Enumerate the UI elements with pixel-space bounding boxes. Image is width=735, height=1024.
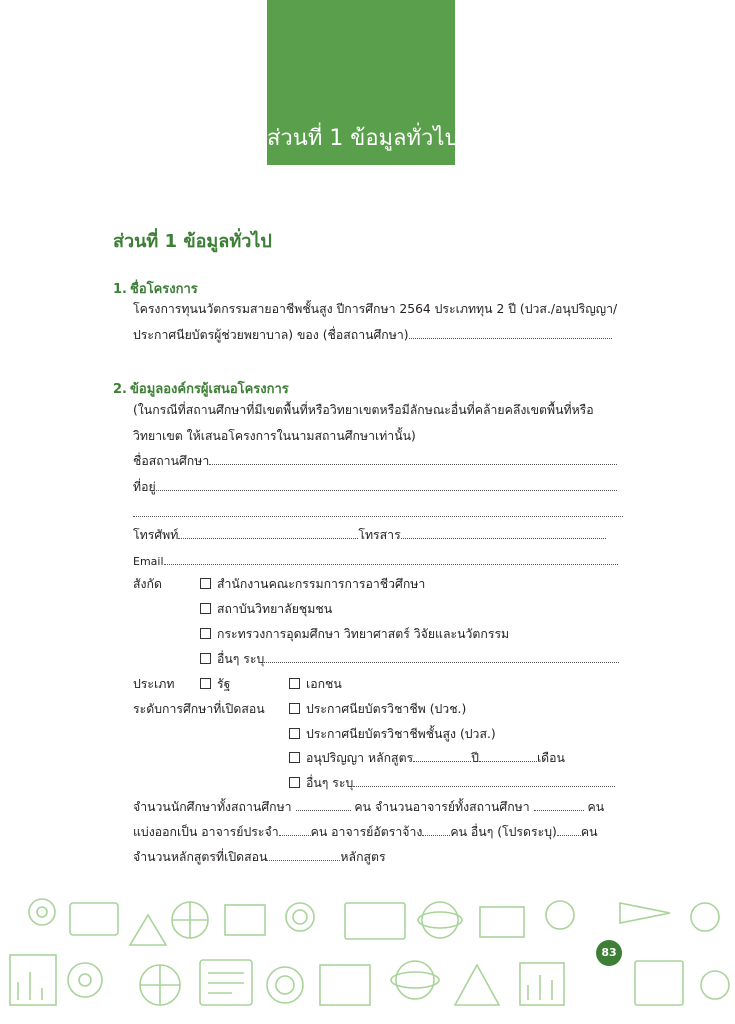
affiliation-option-1[interactable] <box>200 576 425 592</box>
gear-icon <box>691 903 719 931</box>
page-number: 83 <box>596 940 622 966</box>
type-option-private[interactable] <box>289 676 342 692</box>
atom-icon <box>422 902 458 938</box>
lightbulb-icon <box>546 901 574 929</box>
checkbox-icon[interactable] <box>200 578 211 589</box>
checkbox-icon[interactable] <box>289 728 300 739</box>
target-icon <box>286 903 314 931</box>
affiliation-option-4[interactable] <box>200 651 619 667</box>
level-option-4-label: อื่นๆ ระบุ <box>306 776 354 790</box>
phone-fax-row <box>133 527 606 543</box>
checkbox-icon[interactable] <box>289 752 300 763</box>
fax-field[interactable] <box>401 527 606 539</box>
teachers-label: จำนวนอาจารย์ทั้งสถานศึกษา <box>374 800 530 814</box>
item2-note2: วิทยาเขต ให้เสนอโครงการในนามสถานศึกษาเท่านั้น) <box>133 429 416 443</box>
email-label: Email <box>133 555 164 568</box>
item1-number: 1. <box>113 282 127 297</box>
level-option-1-label: ประกาศนียบัตรวิชาชีพ (ปวช.) <box>306 702 467 716</box>
item1-heading <box>113 278 198 299</box>
gear-icon <box>701 971 729 999</box>
level-option-3-label: อนุปริญญา หลักสูตร <box>306 751 414 765</box>
phone-field[interactable] <box>178 527 358 539</box>
header-tab-title: ส่วนที่ 1 ข้อมูลทั่วไป <box>267 126 459 151</box>
checkbox-icon[interactable] <box>289 777 300 788</box>
chart-icon <box>480 907 524 937</box>
students-teachers-row <box>133 799 604 815</box>
telescope-icon <box>620 903 670 923</box>
briefcase-icon <box>345 903 405 939</box>
level-option-2-label: ประกาศนียบัตรวิชาชีพชั้นสูง (ปวส.) <box>306 727 496 741</box>
document-icon <box>635 961 683 1005</box>
school-name-row <box>133 453 617 469</box>
gear-icon <box>29 899 55 925</box>
year-unit: ปี <box>471 751 479 765</box>
item1-line2-row <box>133 327 612 343</box>
affiliation-option-3-label: กระทรวงการอุดมศึกษา วิทยาศาสตร์ วิจัยและนวัตกรรม <box>217 627 510 641</box>
school-name-field[interactable] <box>209 453 617 465</box>
type-option-public-label: รัฐ <box>217 677 231 691</box>
address-row <box>133 479 617 495</box>
course-years-field[interactable] <box>413 750 471 762</box>
triangle-icon <box>455 965 499 1005</box>
address-field-line2[interactable] <box>133 516 623 517</box>
item1-line2: ประกาศนียบัตรผู้ช่วยพยาบาล) ของ (ชื่อสถานศึกษา) <box>133 328 409 342</box>
courses-row <box>133 849 386 865</box>
contract-teachers-label: คน อาจารย์อัตราจ้าง <box>310 825 423 839</box>
monitor-icon <box>70 903 118 935</box>
affiliation-option-1-label: สำนักงานคณะกรรมการการอาชีวศึกษา <box>217 577 426 591</box>
header-tab <box>267 0 459 165</box>
affiliation-option-2[interactable] <box>200 601 332 617</box>
students-label: จำนวนนักศึกษาทั้งสถานศึกษา <box>133 800 292 814</box>
permanent-teachers-label: แบ่งออกเป็น อาจารย์ประจำ <box>133 825 279 839</box>
chart-icon <box>10 955 56 1005</box>
teachers-unit: คน <box>587 800 605 814</box>
other-teachers-unit: คน <box>580 825 598 839</box>
fax-label: โทรสาร <box>358 528 401 542</box>
contract-teachers-field[interactable] <box>422 824 450 836</box>
item2-number: 2. <box>113 382 127 397</box>
item1-heading-text: ชื่อโครงการ <box>130 282 198 297</box>
section-title: ส่วนที่ 1 ข้อมูลทั่วไป <box>113 231 272 252</box>
checkbox-icon[interactable] <box>200 678 211 689</box>
level-label: ระดับการศึกษาที่เปิดสอน <box>133 702 265 716</box>
level-option-4[interactable] <box>289 775 615 791</box>
atom-icon <box>396 961 434 999</box>
target-icon <box>267 967 303 1003</box>
affiliation-label: สังกัด <box>133 577 162 591</box>
other-teachers-label: คน อื่นๆ (โปรดระบุ) <box>450 825 557 839</box>
item2-heading <box>113 378 289 399</box>
courses-label: จำนวนหลักสูตรที่เปิดสอน <box>133 850 268 864</box>
level-option-2[interactable] <box>289 726 496 742</box>
monitor-icon <box>320 965 370 1005</box>
type-option-public[interactable] <box>200 676 230 692</box>
affiliation-option-4-label: อื่นๆ ระบุ <box>217 652 265 666</box>
course-unit: หลักสูตร <box>340 850 386 864</box>
chart-icon <box>520 963 564 1005</box>
address-label: ที่อยู่ <box>133 480 156 494</box>
students-unit: คน <box>354 800 372 814</box>
footer-icon-pattern <box>0 885 735 1024</box>
document-icon <box>225 905 265 935</box>
month-unit: เดือน <box>536 751 565 765</box>
school-name-blank[interactable] <box>409 327 612 339</box>
permanent-teachers-field[interactable] <box>279 824 311 836</box>
other-teachers-field[interactable] <box>557 824 581 836</box>
email-row <box>133 553 618 570</box>
item1-line1: โครงการทุนนวัตกรรมสายอาชีพชั้นสูง ปีการศึกษา 2564 ประเภททุน 2 ปี (ปวส./อนุปริญญา/ <box>133 302 618 316</box>
courses-field[interactable] <box>267 849 340 861</box>
type-label: ประเภท <box>133 677 175 691</box>
type-option-private-label: เอกชน <box>306 677 342 691</box>
email-field[interactable] <box>164 553 618 565</box>
teacher-split-row <box>133 824 597 840</box>
triangle-icon <box>130 915 166 945</box>
phone-label: โทรศัพท์ <box>133 528 179 542</box>
course-months-field[interactable] <box>479 750 537 762</box>
item2-note1: (ในกรณีที่สถานศึกษาที่มีเขตพื้นที่หรือวิทยาเขตหรือมีลักษณะอื่นที่คล้ายคลึงเขตพื้นที่หรือ <box>133 403 594 417</box>
affiliation-option-3[interactable] <box>200 626 509 642</box>
address-field[interactable] <box>156 479 617 491</box>
level-option-1[interactable] <box>289 701 466 717</box>
checkbox-icon[interactable] <box>200 653 211 664</box>
checkbox-icon[interactable] <box>200 603 211 614</box>
school-name-label: ชื่อสถานศึกษา <box>133 454 210 468</box>
level-option-3[interactable] <box>289 750 565 766</box>
affiliation-option-2-label: สถาบันวิทยาลัยชุมชน <box>217 602 333 616</box>
item2-heading-text: ข้อมูลองค์กรผู้เสนอโครงการ <box>130 382 289 397</box>
checkbox-icon[interactable] <box>289 678 300 689</box>
checkbox-icon[interactable] <box>200 628 211 639</box>
teachers-field[interactable] <box>534 799 584 811</box>
affiliation-other-field[interactable] <box>264 651 619 663</box>
eye-icon <box>68 963 102 997</box>
students-field[interactable] <box>296 799 351 811</box>
checkbox-icon[interactable] <box>289 703 300 714</box>
level-other-field[interactable] <box>353 775 615 787</box>
